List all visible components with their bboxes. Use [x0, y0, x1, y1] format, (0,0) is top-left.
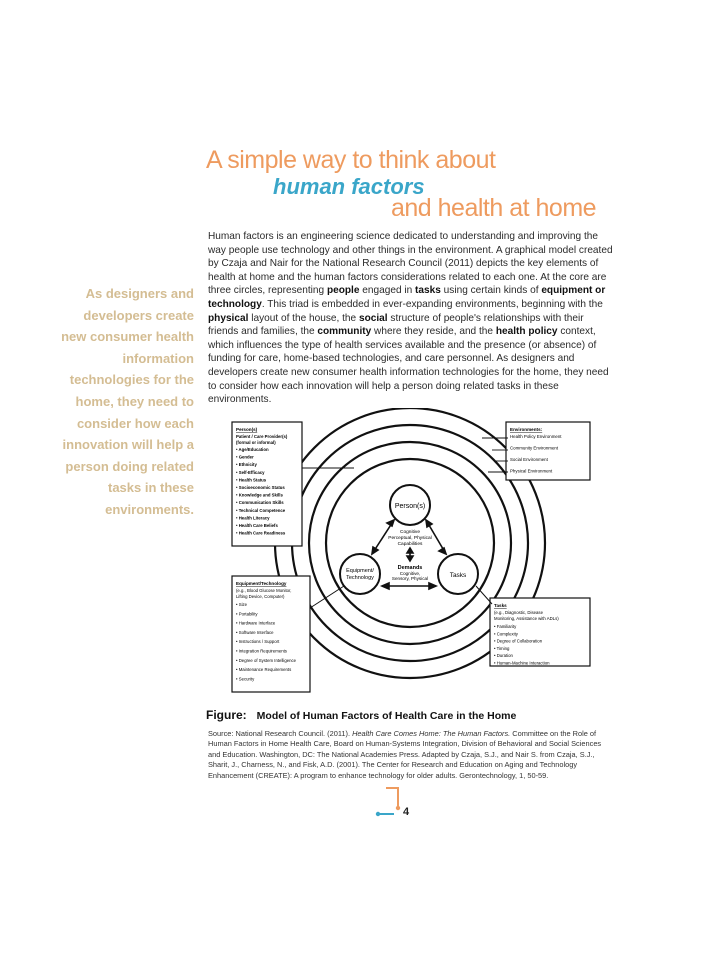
- title-line-2: human factors: [273, 174, 425, 199]
- demands-line-3: Sensory, Physical: [391, 576, 429, 581]
- demands-line-1: Demands: [397, 565, 423, 571]
- tasks-box-item: • Familiarity: [494, 624, 517, 629]
- environments-box: [506, 422, 590, 480]
- equipment-box-item: • Degree of System Intelligence: [236, 657, 297, 663]
- persons-box-item: • Gender: [236, 454, 254, 460]
- tasks-box-sub-1: (e.g., Diagnostic, Disease: [494, 610, 543, 615]
- persons-box-sub-2: (formal or informal): [236, 440, 276, 445]
- title-line-3: and health at home: [391, 194, 597, 222]
- equipment-box-item: • Instructions / Support: [236, 639, 280, 645]
- title-line-1: A simple way to think about: [206, 146, 496, 174]
- environments-box-heading: Environments:: [510, 427, 543, 432]
- persons-box-item: • Age/Education: [236, 447, 269, 452]
- source-italic-title: Health Care Comes Home: The Human Factors.: [352, 729, 511, 738]
- persons-box-item: • Health Care Beliefs: [236, 523, 278, 528]
- equipment-box-item: • Portability: [236, 611, 258, 617]
- body-text-run: context, which influences the type of health services available and the presence (or absence) of funding for care, home-based technologies, and care personnel. As designers and developers create new consumer health information technologies for the home, they need to consider how each innovation will help a person doing related tasks in these environments.: [208, 326, 609, 406]
- equipment-box: [232, 576, 310, 692]
- tasks-box-item: • Complexity: [494, 631, 518, 637]
- body-text-run: layout of the house, the: [248, 312, 359, 324]
- pull-quote: As designers and developers create new consumer health information technologies for the home, they need to consider how each innovation will help a person doing related tasks in these environments.: [61, 286, 194, 517]
- equipment-box-sub-2: Lifting Device, Computer): [236, 594, 285, 599]
- tasks-leader: [476, 586, 492, 604]
- persons-box-item: • Communication Skills: [236, 500, 284, 506]
- tasks-box-heading: Tasks: [494, 603, 507, 608]
- persons-box-sub-1: Patient / Care Provider(s): [236, 434, 288, 439]
- human-factors-diagram: [224, 408, 598, 700]
- body-bold-physical: physical: [208, 312, 249, 324]
- body-text-run: where they reside, and the: [371, 326, 496, 338]
- figure-caption: [206, 708, 516, 722]
- environments-box-item: Social Environment: [510, 457, 548, 462]
- equipment-box-item: • Size: [236, 602, 248, 607]
- figure-caption-text: Model of Human Factors of Health Care in the Home: [256, 710, 517, 722]
- environments-box-item: Community Environment: [510, 445, 559, 451]
- core-label-equipment-1: Equipment/: [346, 568, 374, 574]
- body-bold-health-policy: health policy: [495, 326, 558, 338]
- capabilities-line-2: Perceptual, Physical: [388, 536, 432, 541]
- equipment-box-item: • Security: [236, 676, 255, 682]
- equipment-leader: [310, 586, 344, 608]
- persons-box-item: • Technical Competence: [236, 507, 286, 513]
- persons-box-item: • Health Literacy: [236, 515, 270, 521]
- capabilities-line-1: Cognitive: [400, 530, 420, 535]
- demands-line-2: Cognitive,: [399, 571, 421, 576]
- persons-box-item: • Health Care Readiness: [236, 530, 286, 536]
- tasks-box-item: • Human-Machine Interaction: [494, 660, 550, 666]
- tasks-box-item: • Degree of Collaboration: [494, 638, 543, 644]
- body-text-run: Human factors is an engineering science dedicated to understanding and improving the way people use technology and other things in the environment. A graphical model created by Czaja and Nair for the National Research Council (2011) depicts the key elements of health at home and the human factors considerations related to each one. At the core are three circles, representing: [208, 231, 613, 297]
- body-text-run: structure of people's relationships with their friends and families, the: [208, 312, 584, 338]
- tasks-box: [490, 598, 590, 666]
- body-bold-social: social: [358, 312, 388, 324]
- source-citation: [208, 729, 608, 781]
- body-bold-equipment: equipment or technology: [208, 285, 606, 310]
- persons-box-item: • Knowledge and Skills: [236, 492, 283, 498]
- equipment-box-sub-1: (e.g., Blood Glucose Monitor,: [236, 588, 292, 593]
- body-text-run: engaged in: [359, 285, 416, 297]
- tasks-box-sub-2: Monitoring, Assistance with ADLs): [494, 616, 559, 621]
- body-bold-community: community: [317, 326, 372, 338]
- figure-label: Figure:: [206, 708, 247, 722]
- equipment-box-item: • Integration Requirements: [236, 648, 287, 654]
- core-label-equipment-2: Technology: [346, 575, 374, 581]
- persons-box-item: • Health Status: [236, 477, 267, 483]
- page-number: 4: [403, 806, 410, 818]
- core-label-persons: Person(s): [394, 503, 426, 510]
- equipment-box-heading: Equipment/Technology: [236, 581, 287, 586]
- capabilities-line-3: Capabilities: [397, 542, 423, 547]
- core-label-tasks: Tasks: [449, 572, 467, 579]
- equipment-box-item: • Maintenance Requirements: [236, 667, 292, 673]
- tasks-box-item: • Timing: [494, 645, 510, 651]
- source-prefix: Source: National Research Council. (2011).: [208, 729, 353, 738]
- environments-box-item: Health Policy Environment: [510, 434, 562, 439]
- body-text-run: . This triad is embedded in ever-expanding environments, beginning with the: [261, 298, 603, 310]
- persons-box-item: • Ethnicity: [236, 462, 257, 468]
- persons-box-item: • Self-Efficacy: [236, 469, 265, 475]
- core-circle-equipment: [340, 554, 380, 594]
- equipment-box-item: • Hardware Interface: [236, 620, 276, 626]
- persons-box: [232, 422, 302, 546]
- body-bold-people: people: [326, 285, 360, 297]
- source-rest: Committee on the Role of Human Factors in Home Health Care, Board on Human-Systems Integration, Division of Behavioral and Social Sciences and Education. Washington, DC: The National Academies Press. Adapted by Czaja, S.J., and Nair S. from Czaja, S.J., Sharit, J., Charness, N., and Fisk, A.D. (2001). The Center for Research and Education on Aging and Technology Enhancement (CREATE): A program to enhance technology for older adults. Gerontechnology, 1, 50-59.: [208, 729, 602, 780]
- environment-leaders: [482, 438, 508, 472]
- body-bold-tasks: tasks: [415, 285, 441, 297]
- persons-box-heading: Person(s): [236, 427, 258, 432]
- tasks-box-item: • Duration: [494, 653, 513, 659]
- body-text-run: using certain kinds of: [440, 285, 542, 297]
- persons-box-item: • Socioeconomic Status: [236, 485, 285, 490]
- body-paragraph: [208, 230, 614, 407]
- equipment-box-item: • Software Interface: [236, 629, 274, 635]
- environments-box-item: Physical Environment: [510, 468, 553, 474]
